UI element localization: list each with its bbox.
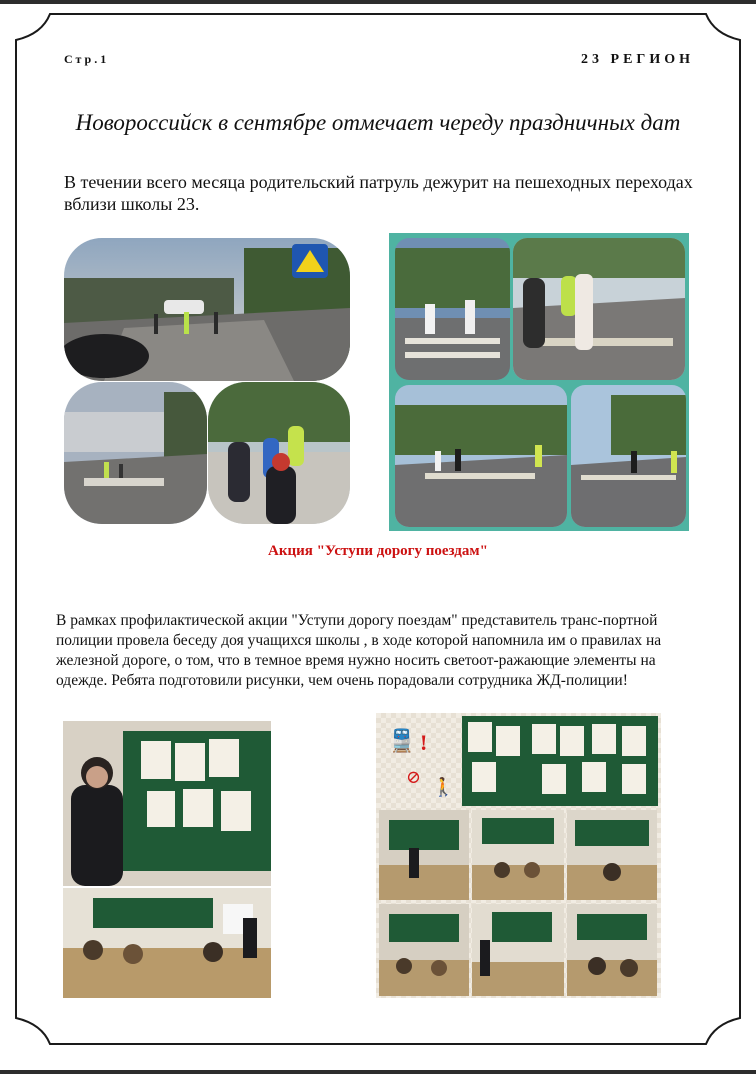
page-number: Стр.1 [64, 52, 110, 66]
students-classroom-photo [63, 888, 271, 998]
article-title: Новороссийск в сентябре отмечает череду праздничных дат [75, 110, 681, 135]
officer-classroom-photo [63, 721, 271, 886]
drawings-board-photo [462, 716, 658, 806]
crosswalk-photo-4 [571, 385, 686, 527]
classroom-thumb-5 [472, 904, 564, 996]
patrol-photo-crosswalk [64, 382, 207, 524]
crosswalk-photo-2 [513, 238, 685, 380]
campaign-subheading: Акция "Уступи дорогу поездам" [268, 543, 488, 559]
no-entry-icon: ⊘ [406, 767, 422, 787]
patrol-photo-children [208, 382, 350, 524]
pedestrian-icon: 🚶 [432, 777, 455, 797]
classroom-thumb-3 [567, 810, 657, 900]
campaign-paragraph: В рамках профилактической акции "Уступи дорогу поездам" представитель транс-портной полиции провела беседу доя учащихся школы , в ходе которой напомнила им о правилах на железной дороге, о том, что в темное время нужно носить светоот-ражающие элементы на одежде. Ребята подготовили рисунки, чем очень порадовали сотрудника ЖД-полиции! [56, 612, 662, 689]
crosswalk-photo-1 [395, 238, 510, 380]
train-icon: 🚆 [388, 728, 416, 753]
classroom-thumb-2 [472, 810, 564, 900]
crosswalk-photo-3 [395, 385, 567, 527]
classroom-thumb-4 [379, 904, 469, 996]
intro-paragraph: В течении всего месяца родительский патруль дежурит на пешеходных переходах вблизи школы 23. [64, 172, 693, 214]
patrol-photo-street [64, 238, 350, 381]
region-label: 23 РЕГИОН [581, 52, 694, 67]
exclamation-icon: ! [420, 730, 428, 755]
classroom-thumb-6 [567, 904, 657, 996]
classroom-thumb-1 [379, 810, 469, 900]
